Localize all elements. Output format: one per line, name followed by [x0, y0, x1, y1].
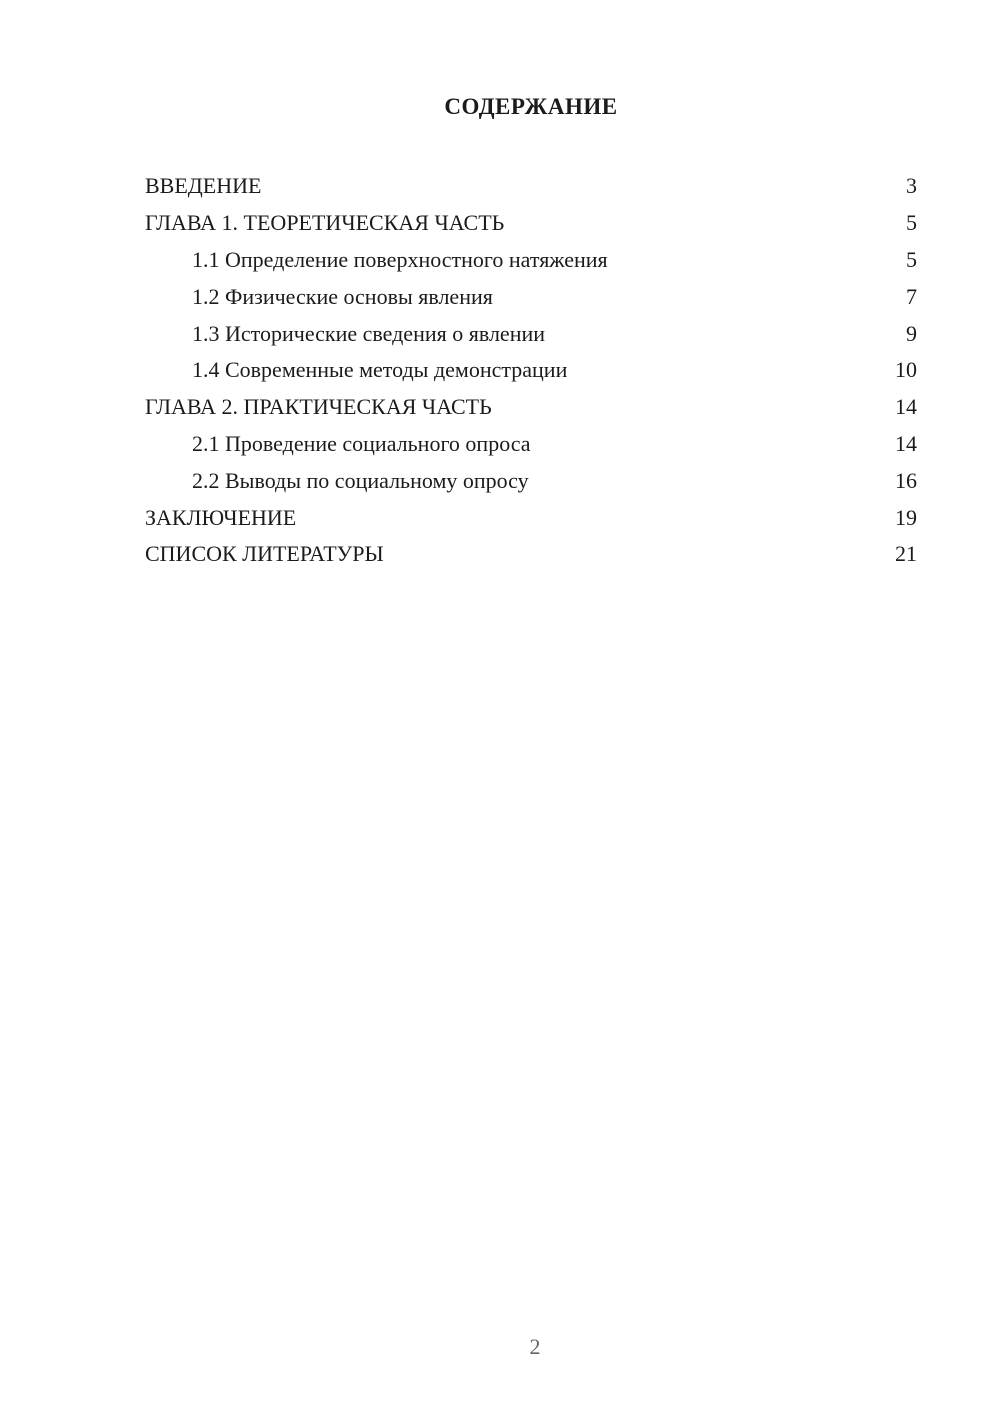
toc-entry-page: 19: [895, 504, 917, 530]
toc-entry-page: 5: [906, 246, 917, 272]
toc-row: [145, 389, 917, 426]
toc-entry-page: 16: [895, 467, 917, 493]
toc-entry-page: 7: [906, 283, 917, 309]
toc-list: [145, 168, 917, 573]
toc-entry-label: ГЛАВА 1. ТЕОРЕТИЧЕСКАЯ ЧАСТЬ: [145, 210, 505, 236]
toc-entry-page: 3: [906, 173, 917, 199]
document-content: [145, 92, 917, 573]
toc-entry-label: ВВЕДЕНИЕ: [145, 173, 262, 199]
toc-row: [145, 499, 917, 536]
toc-row: [145, 462, 917, 499]
page-title: СОДЕРЖАНИЕ: [444, 94, 618, 119]
toc-row: [145, 242, 917, 279]
toc-entry-label: 1.2 Физические основы явления: [192, 283, 493, 309]
toc-entry-label: ЗАКЛЮЧЕНИЕ: [145, 504, 297, 530]
toc-entry-page: 9: [906, 320, 917, 346]
toc-row: [145, 278, 917, 315]
toc-row: [145, 205, 917, 242]
toc-entry-label: 1.3 Исторические сведения о явлении: [192, 320, 546, 346]
toc-entry-label: 2.1 Проведение социального опроса: [192, 430, 531, 456]
toc-row: [145, 352, 917, 389]
toc-entry-page: 21: [895, 541, 917, 567]
toc-row: [145, 426, 917, 463]
toc-entry-label: СПИСОК ЛИТЕРАТУРЫ: [145, 541, 384, 567]
toc-entry-page: 5: [906, 210, 917, 236]
toc-row: [145, 315, 917, 352]
toc-entry-label: 2.2 Выводы по социальному опросу: [192, 467, 529, 493]
toc-entry-page: 10: [895, 357, 917, 383]
toc-entry-page: 14: [895, 394, 917, 420]
toc-entry-label: ГЛАВА 2. ПРАКТИЧЕСКАЯ ЧАСТЬ: [145, 394, 492, 420]
toc-entry-label: 1.4 Современные методы демонстрации: [192, 357, 568, 383]
toc-row: [145, 168, 917, 205]
toc-entry-page: 14: [895, 430, 917, 456]
footer-page-number: 2: [529, 1334, 541, 1359]
toc-row: [145, 536, 917, 573]
toc-entry-label: 1.1 Определение поверхностного натяжения: [192, 246, 608, 272]
